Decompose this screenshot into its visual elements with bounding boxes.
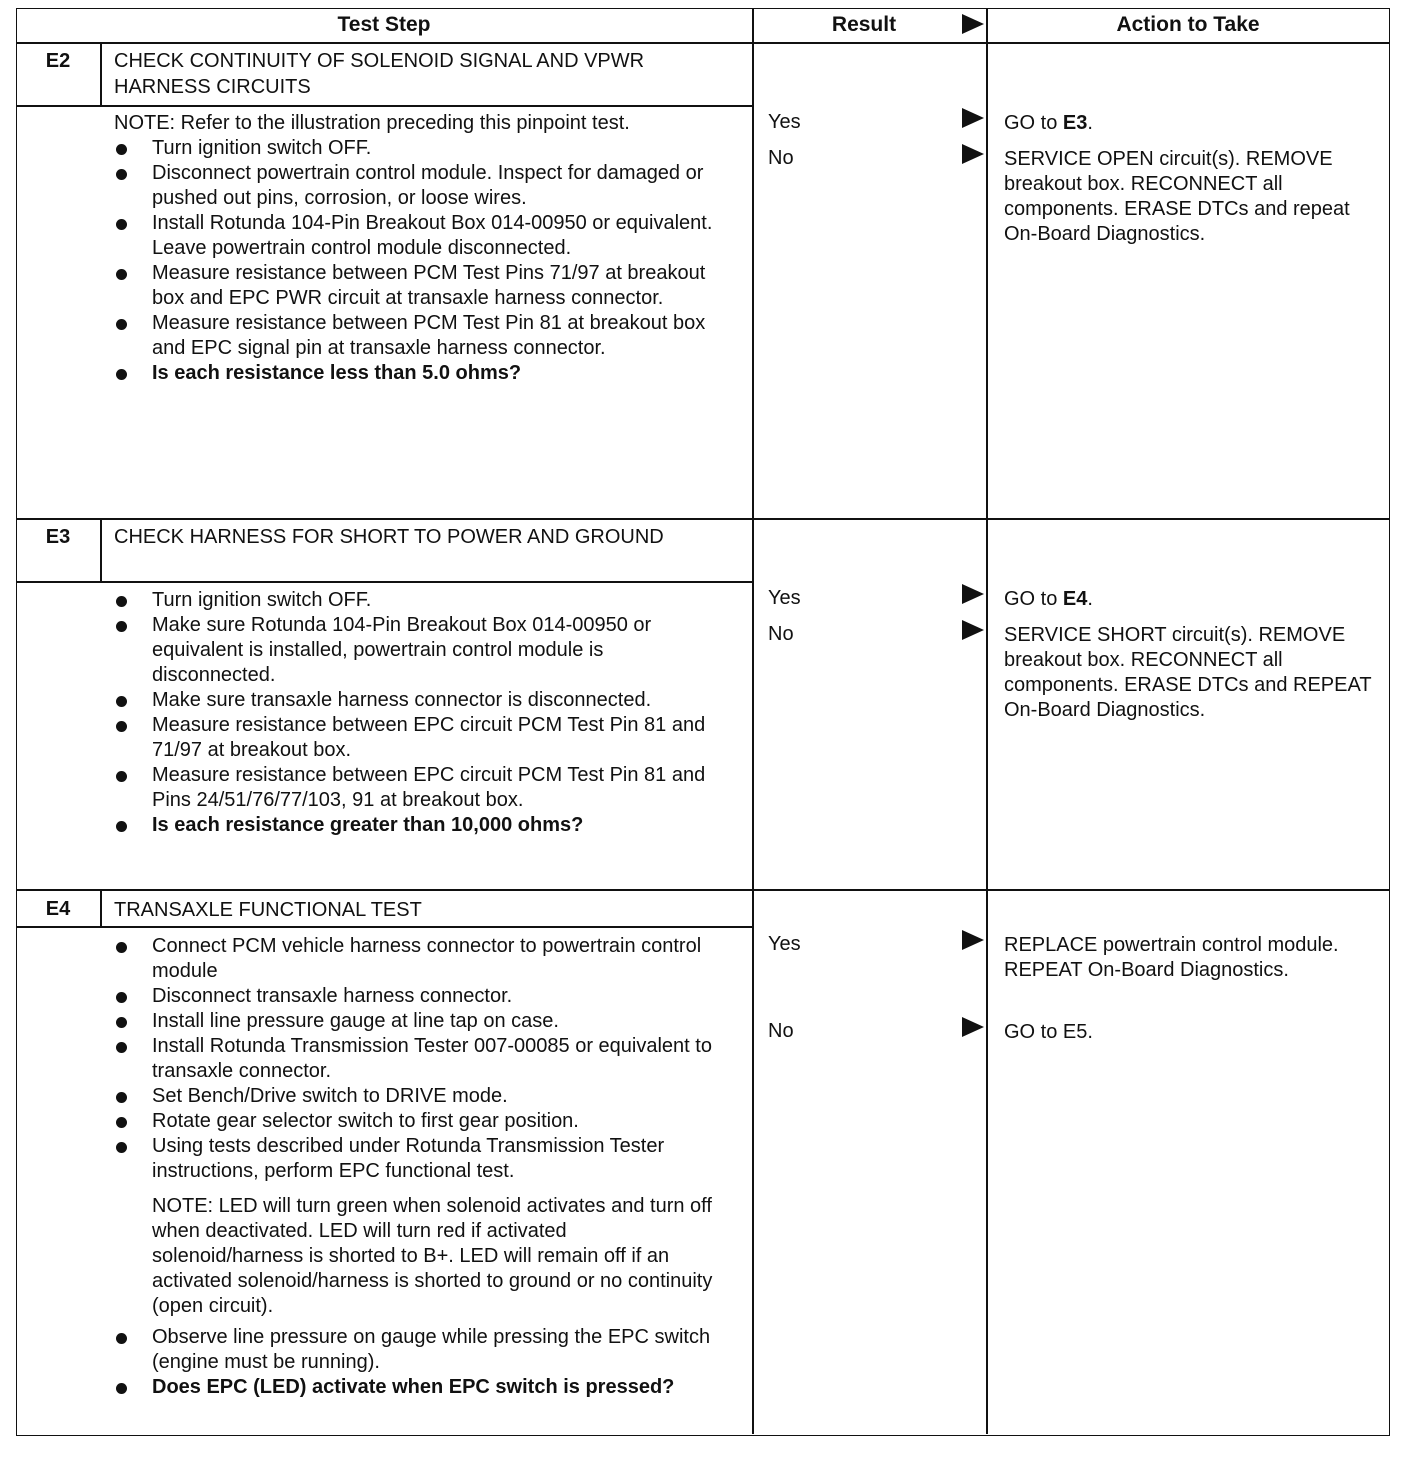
- step-id: E4: [45, 898, 71, 920]
- id-divider: [100, 889, 102, 927]
- action-yes: [1004, 587, 1384, 612]
- step-body: [114, 111, 714, 386]
- bullet-item: Turn ignition switch OFF.: [114, 588, 714, 613]
- action-no: SERVICE OPEN circuit(s). REMOVE breakout box. RECONNECT all components. ERASE DTCs and repeat On-Board Diagnostics.: [1004, 148, 1350, 245]
- bullet-item: Measure resistance between EPC circuit PCM Test Pin 81 and Pins 24/51/76/77/103, 91 at breakout box.: [114, 763, 714, 813]
- divider-result: [752, 8, 754, 1434]
- step-rule: [16, 518, 1390, 520]
- bullet-item: Make sure transaxle harness connector is disconnected.: [114, 688, 714, 713]
- question-item: [114, 361, 714, 386]
- result-no: No: [768, 147, 794, 169]
- action-ref: E4: [1062, 588, 1088, 610]
- header-arrow-icon: [962, 14, 984, 34]
- pinpoint-test-table: [16, 8, 1390, 1436]
- action-suffix: .: [1087, 112, 1093, 134]
- question-text: Is each resistance greater than 10,000 ohms?: [152, 814, 584, 836]
- bullet-item: Measure resistance between EPC circuit PCM Test Pin 81 and 71/97 at breakout box.: [114, 713, 714, 763]
- divider-action: [986, 8, 988, 1434]
- bullet-item: Using tests described under Rotunda Transmission Tester instructions, perform EPC functional test.: [114, 1134, 714, 1184]
- step-body: [114, 934, 714, 1400]
- result-yes: Yes: [768, 587, 801, 609]
- bullet-item: Install Rotunda Transmission Tester 007-00085 or equivalent to transaxle connector.: [114, 1034, 714, 1084]
- action-no: SERVICE SHORT circuit(s). REMOVE breakout box. RECONNECT all components. ERASE DTCs and REPEAT On-Board Diagnostics.: [1004, 624, 1372, 721]
- bullet-item: Measure resistance between PCM Test Pins 71/97 at breakout box and EPC PWR circuit at transaxle harness connector.: [114, 261, 714, 311]
- result-no: No: [768, 623, 794, 645]
- action-no: GO to E5.: [1004, 1021, 1093, 1043]
- result-yes: Yes: [768, 111, 801, 133]
- question-text: Does EPC (LED) activate when EPC switch is pressed?: [152, 1376, 675, 1398]
- action-yes: REPLACE powertrain control module. REPEAT On-Board Diagnostics.: [1004, 934, 1339, 981]
- id-divider: [100, 42, 102, 106]
- result-no: No: [768, 1020, 794, 1042]
- question-text: Is each resistance less than 5.0 ohms?: [152, 362, 522, 384]
- arrow-icon: [962, 930, 984, 950]
- step-title: CHECK HARNESS FOR SHORT TO POWER AND GROUND: [114, 526, 664, 548]
- bullet-item: Make sure Rotunda 104-Pin Breakout Box 014-00950 or equivalent is installed, powertrain control module is disconnected.: [114, 613, 714, 688]
- bullet-list: [114, 1325, 714, 1400]
- header-rule: [16, 42, 1390, 44]
- bullet-item: Observe line pressure on gauge while pressing the EPC switch (engine must be running).: [114, 1325, 714, 1375]
- step-id: E2: [45, 50, 71, 72]
- bullet-item: Set Bench/Drive switch to DRIVE mode.: [114, 1084, 714, 1109]
- bullet-item: Rotate gear selector switch to first gear position.: [114, 1109, 714, 1134]
- bullet-item: Turn ignition switch OFF.: [114, 136, 714, 161]
- header-action: Action to Take: [1116, 13, 1260, 36]
- step-body: [114, 588, 714, 838]
- action-ref: E3: [1062, 112, 1088, 134]
- arrow-icon: [962, 1017, 984, 1037]
- title-rule: [16, 581, 753, 583]
- step-note: NOTE: Refer to the illustration preceding this pinpoint test.: [114, 112, 630, 134]
- title-rule: [16, 105, 753, 107]
- step-title: CHECK CONTINUITY OF SOLENOID SIGNAL AND VPWR HARNESS CIRCUITS: [114, 50, 645, 98]
- title-rule: [16, 926, 753, 928]
- arrow-icon: [962, 108, 984, 128]
- bullet-item: Install Rotunda 104-Pin Breakout Box 014-00950 or equivalent. Leave powertrain control module disconnected.: [114, 211, 714, 261]
- bullet-item: Disconnect powertrain control module. Inspect for damaged or pushed out pins, corrosion, or loose wires.: [114, 161, 714, 211]
- arrow-icon: [962, 620, 984, 640]
- action-text: GO to: [1004, 588, 1063, 610]
- action-yes: [1004, 111, 1384, 136]
- action-suffix: .: [1087, 588, 1093, 610]
- header-test-step: Test Step: [337, 13, 431, 36]
- bullet-list: [114, 588, 714, 838]
- id-divider: [100, 518, 102, 582]
- step-id: E3: [45, 526, 71, 548]
- step-rule: [16, 889, 1390, 891]
- bullet-item: Measure resistance between PCM Test Pin 81 at breakout box and EPC signal pin at transaxle harness connector.: [114, 311, 714, 361]
- arrow-icon: [962, 584, 984, 604]
- led-note: NOTE: LED will turn green when solenoid activates and turn off when deactivated. LED will turn red if activated solenoid/harness is shorted to B+. LED will remain off if an activated solenoid/harness is shorted to ground or no continuity (open circuit).: [152, 1195, 713, 1317]
- bullet-item: Connect PCM vehicle harness connector to powertrain control module: [114, 934, 714, 984]
- bullet-list: [114, 136, 714, 386]
- result-yes: Yes: [768, 933, 801, 955]
- bullet-item: Install line pressure gauge at line tap on case.: [114, 1009, 714, 1034]
- action-text: GO to: [1004, 112, 1063, 134]
- question-item: [114, 1375, 714, 1400]
- header-result: Result: [831, 13, 897, 36]
- bullet-list: [114, 934, 714, 1184]
- arrow-icon: [962, 144, 984, 164]
- bullet-item: Disconnect transaxle harness connector.: [114, 984, 714, 1009]
- step-title: TRANSAXLE FUNCTIONAL TEST: [114, 899, 422, 921]
- question-item: [114, 813, 714, 838]
